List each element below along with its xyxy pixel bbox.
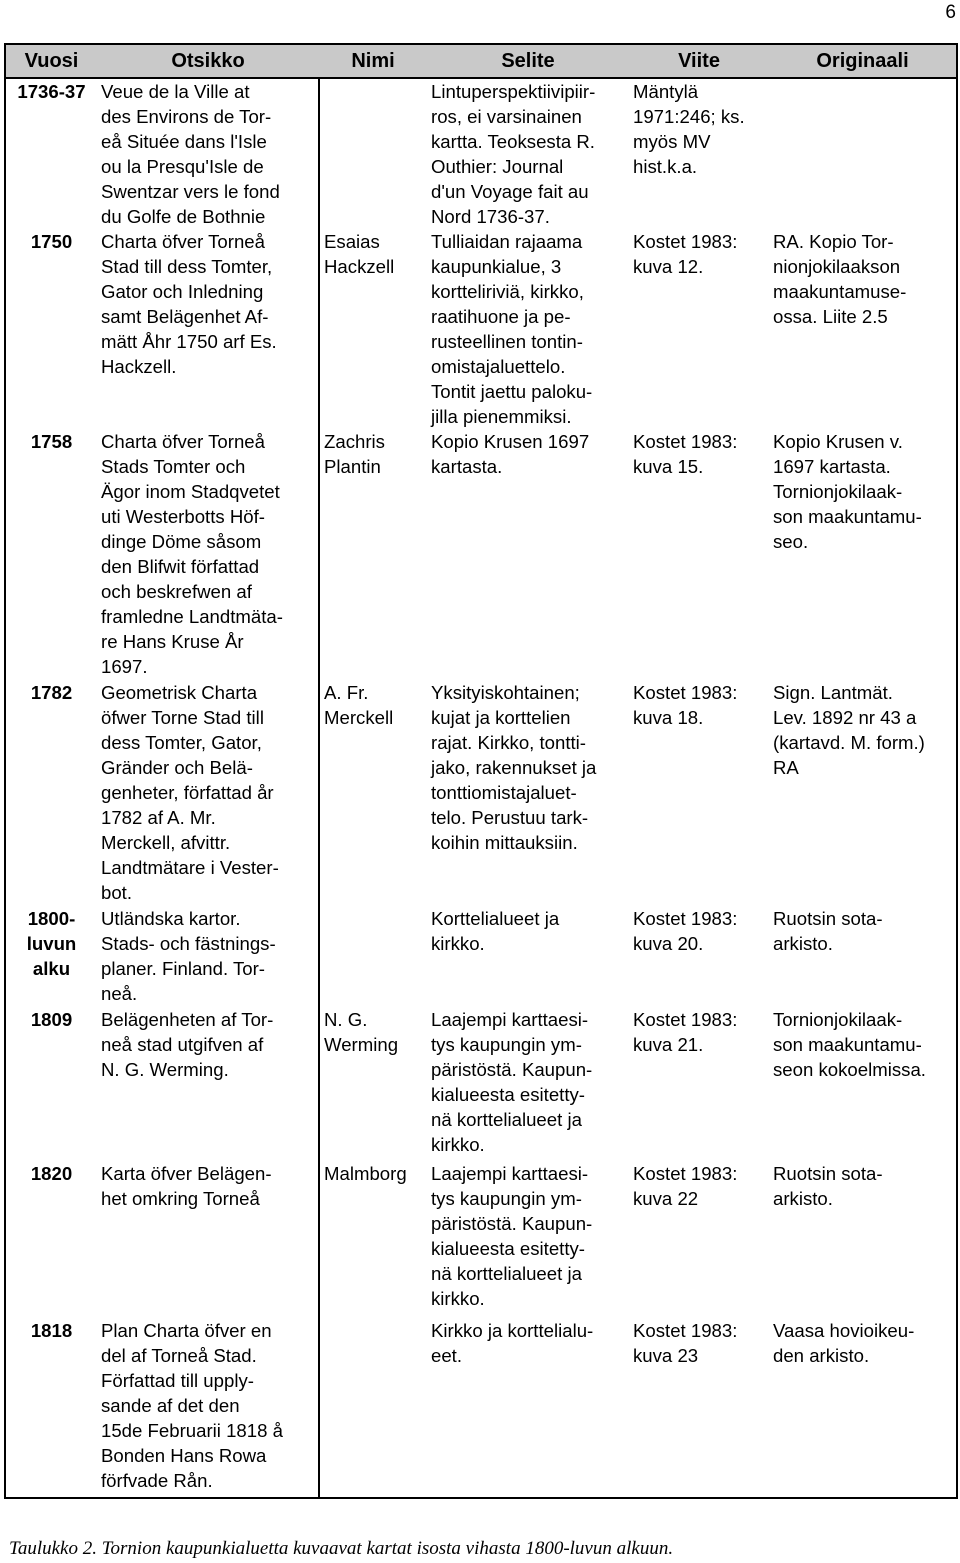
cell-description: Kopio Krusen 1697 kartasta.	[431, 431, 590, 477]
cell-year: 1782	[30, 682, 73, 703]
header-reference: Viite	[629, 44, 769, 78]
cell-title: Belägenheten af Tor- neå stad utgifven af N. G. Werming.	[97, 1007, 319, 1161]
cell-description: Korttelialueet ja kirkko.	[431, 908, 560, 954]
cell-original: RA. Kopio Tor- nionjokilaakson maakuntamuse- ossa. Liite 2.5	[773, 231, 907, 327]
table-row	[5, 229, 957, 429]
cell-name	[319, 78, 427, 229]
table-row	[5, 78, 957, 229]
table-row	[5, 680, 957, 906]
cell-title: Charta öfver Torneå Stads Tomter och Ägor inom Stadqvetet uti Westerbotts Höf- dinge Döme såsom den Blifwit författad och beskrefwen af framledne Landtmäta- re Hans Kruse År 1697.	[97, 429, 319, 680]
cell-name	[319, 906, 427, 1007]
table-caption: Taulukko 2. Tornion kaupunkialuetta kuvaavat kartat isosta vihasta 1800-luvun alkuun.	[9, 1538, 674, 1559]
cell-description: Tulliaidan rajaama kaupunkialue, 3 kortteliriviä, kirkko, raatihuone ja pe- rusteellinen tontin- omistajaluettelo. Tontit jaettu paloku- jilla pienemmiksi.	[431, 231, 593, 427]
cell-reference: Kostet 1983: kuva 18.	[633, 682, 738, 728]
cell-title: Charta öfver Torneå Stad till dess Tomter, Gator och Inledning samt Belägenhet Af- mätt Åhr 1750 arf Es. Hackzell.	[97, 229, 319, 429]
cell-description: Laajempi karttaesi- tys kaupungin ym- päristöstä. Kaupun- kialueesta esitetty- nä korttelialueet ja kirkko.	[431, 1009, 593, 1155]
cell-year: 1800- luvun alku	[26, 908, 77, 979]
cell-reference: Kostet 1983: kuva 22	[633, 1163, 738, 1209]
cell-reference: Kostet 1983: kuva 20.	[633, 908, 738, 954]
table-row	[5, 1161, 957, 1318]
cell-original: Kopio Krusen v. 1697 kartasta. Tornionjokilaak- son maakuntamu- seo.	[773, 431, 922, 552]
cell-year: 1820	[30, 1163, 73, 1184]
page-number: 6	[945, 2, 956, 23]
cell-title: Plan Charta öfver en del af Torneå Stad. Författad till upply- sande af det den 15de Februarii 1818 å Bonden Hans Rowa förfvade Rån.	[97, 1318, 319, 1498]
cell-reference: Mäntylä 1971:246; ks. myös MV hist.k.a.	[633, 81, 745, 177]
cell-name: N. G. Werming	[324, 1009, 399, 1055]
cell-description: Yksityiskohtainen; kujat ja korttelien rajat. Kirkko, tontti- jako, rakennukset ja tonttiomistajaluet- telo. Perustuu tark- koihin mittauksiin.	[431, 682, 597, 853]
cell-original: Ruotsin sota- arkisto.	[773, 908, 883, 954]
cell-original: Vaasa hovioikeu- den arkisto.	[773, 1320, 915, 1366]
cell-original: Sign. Lantmät. Lev. 1892 nr 43 a (kartavd. M. form.) RA	[773, 682, 925, 778]
cell-name	[319, 1318, 427, 1498]
cell-year: 1736-37	[17, 81, 86, 102]
header-description: Selite	[427, 44, 629, 78]
header-year: Vuosi	[5, 44, 97, 78]
table-row	[5, 1318, 957, 1498]
cell-title: Karta öfver Belägen- het omkring Torneå	[97, 1161, 319, 1318]
header-name: Nimi	[319, 44, 427, 78]
cell-year: 1818	[30, 1320, 73, 1341]
cell-year: 1758	[30, 431, 73, 452]
cell-reference: Kostet 1983: kuva 21.	[633, 1009, 738, 1055]
cell-original	[769, 78, 957, 229]
maps-table	[4, 43, 958, 1499]
cell-name: Esaias Hackzell	[324, 231, 395, 277]
table-row	[5, 1007, 957, 1161]
table-row	[5, 429, 957, 680]
cell-name: Malmborg	[324, 1163, 407, 1184]
cell-original: Tornionjokilaak- son maakuntamu- seon kokoelmissa.	[773, 1009, 926, 1080]
header-title: Otsikko	[97, 44, 319, 78]
cell-title: Utländska kartor. Stads- och fästnings- planer. Finland. Tor- neå.	[97, 906, 319, 1007]
cell-name: A. Fr. Merckell	[324, 682, 394, 728]
cell-original: Ruotsin sota- arkisto.	[773, 1163, 883, 1209]
cell-title: Veue de la Ville at des Environs de Tor- eå Située dans l'Isle ou la Presqu'Isle de Swentzar vers le fond du Golfe de Bothnie	[97, 78, 319, 229]
table-row	[5, 906, 957, 1007]
cell-description: Lintuperspektiivipiir- ros, ei varsinainen kartta. Teoksesta R. Outhier: Journal d'un Voyage fait au Nord 1736-37.	[431, 81, 596, 227]
header-original: Originaali	[769, 44, 957, 78]
cell-description: Laajempi karttaesi- tys kaupungin ym- päristöstä. Kaupun- kialueesta esitetty- nä korttelialueet ja kirkko.	[431, 1163, 593, 1309]
cell-reference: Kostet 1983: kuva 23	[633, 1320, 738, 1366]
cell-year: 1750	[30, 231, 73, 252]
cell-description: Kirkko ja korttelialu- eet.	[431, 1320, 594, 1366]
table-header-row	[5, 44, 957, 78]
cell-title: Geometrisk Charta öfwer Torne Stad till dess Tomter, Gator, Gränder och Belä- genheter, författad år 1782 af A. Mr. Merckell, afvittr. Landtmätare i Vester- bot.	[97, 680, 319, 906]
cell-year: 1809	[30, 1009, 73, 1030]
cell-reference: Kostet 1983: kuva 15.	[633, 431, 738, 477]
cell-reference: Kostet 1983: kuva 12.	[633, 231, 738, 277]
cell-name: Zachris Plantin	[324, 431, 385, 477]
